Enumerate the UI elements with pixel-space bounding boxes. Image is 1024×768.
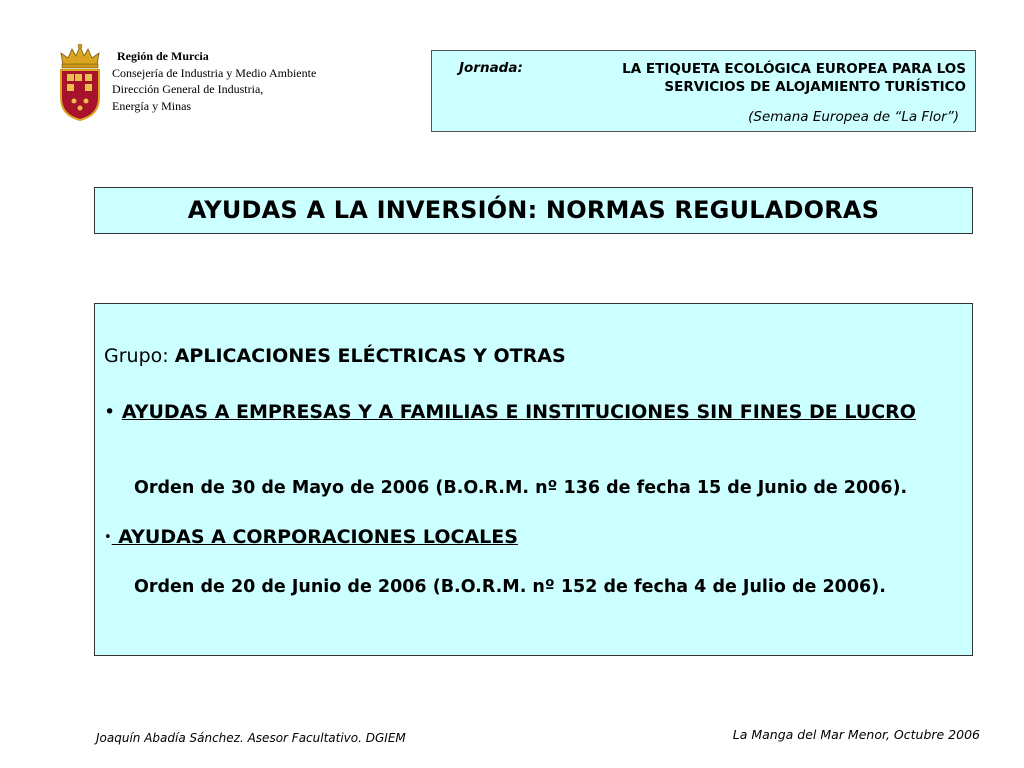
list-item xyxy=(104,398,954,427)
bullet: • xyxy=(104,401,116,423)
institution-line: Energía y Minas xyxy=(112,98,192,113)
grupo-line xyxy=(104,345,566,367)
page-title: AYUDAS A LA INVERSIÓN: NORMAS REGULADORAS xyxy=(187,196,880,224)
institution-block xyxy=(112,48,316,114)
footer-author: Joaquín Abadía Sánchez. Asesor Facultativo. DGIEM xyxy=(96,731,406,745)
footer-place-date: La Manga del Mar Menor, Octubre 2006 xyxy=(732,727,980,742)
institution-line: Dirección General de Industria, xyxy=(112,82,264,96)
grupo-value: APLICACIONES ELÉCTRICAS Y OTRAS xyxy=(174,345,566,367)
bullet: • xyxy=(104,530,112,545)
institution-line: Consejería de Industria y Medio Ambiente xyxy=(112,65,317,80)
event-label: Jornada: xyxy=(459,60,523,76)
coat-of-arms-logo xyxy=(57,43,103,121)
item-orden: Orden de 20 de Junio de 2006 (B.O.R.M. nº 152 de fecha 4 de Julio de 2006). xyxy=(134,577,886,597)
item-heading: AYUDAS A CORPORACIONES LOCALES xyxy=(111,526,518,548)
title-box xyxy=(94,187,973,234)
grupo-label: Grupo: xyxy=(104,345,169,367)
item-orden: Orden de 30 de Mayo de 2006 (B.O.R.M. nº 136 de fecha 15 de Junio de 2006). xyxy=(134,478,908,498)
event-subtitle: (Semana Europea de “La Flor”) xyxy=(748,109,959,125)
list-item xyxy=(104,526,518,548)
event-title-line: LA ETIQUETA ECOLÓGICA EUROPEA PARA LOS xyxy=(622,61,966,77)
event-title-line: SERVICIOS DE ALOJAMIENTO TURÍSTICO xyxy=(664,79,966,95)
region-name: Región de Murcia xyxy=(117,49,209,63)
content-box xyxy=(94,303,973,656)
item-heading: AYUDAS A EMPRESAS Y A FAMILIAS E INSTITUCIONES SIN FINES DE LUCRO xyxy=(121,401,916,423)
event-title xyxy=(536,60,966,96)
event-box xyxy=(431,50,976,132)
